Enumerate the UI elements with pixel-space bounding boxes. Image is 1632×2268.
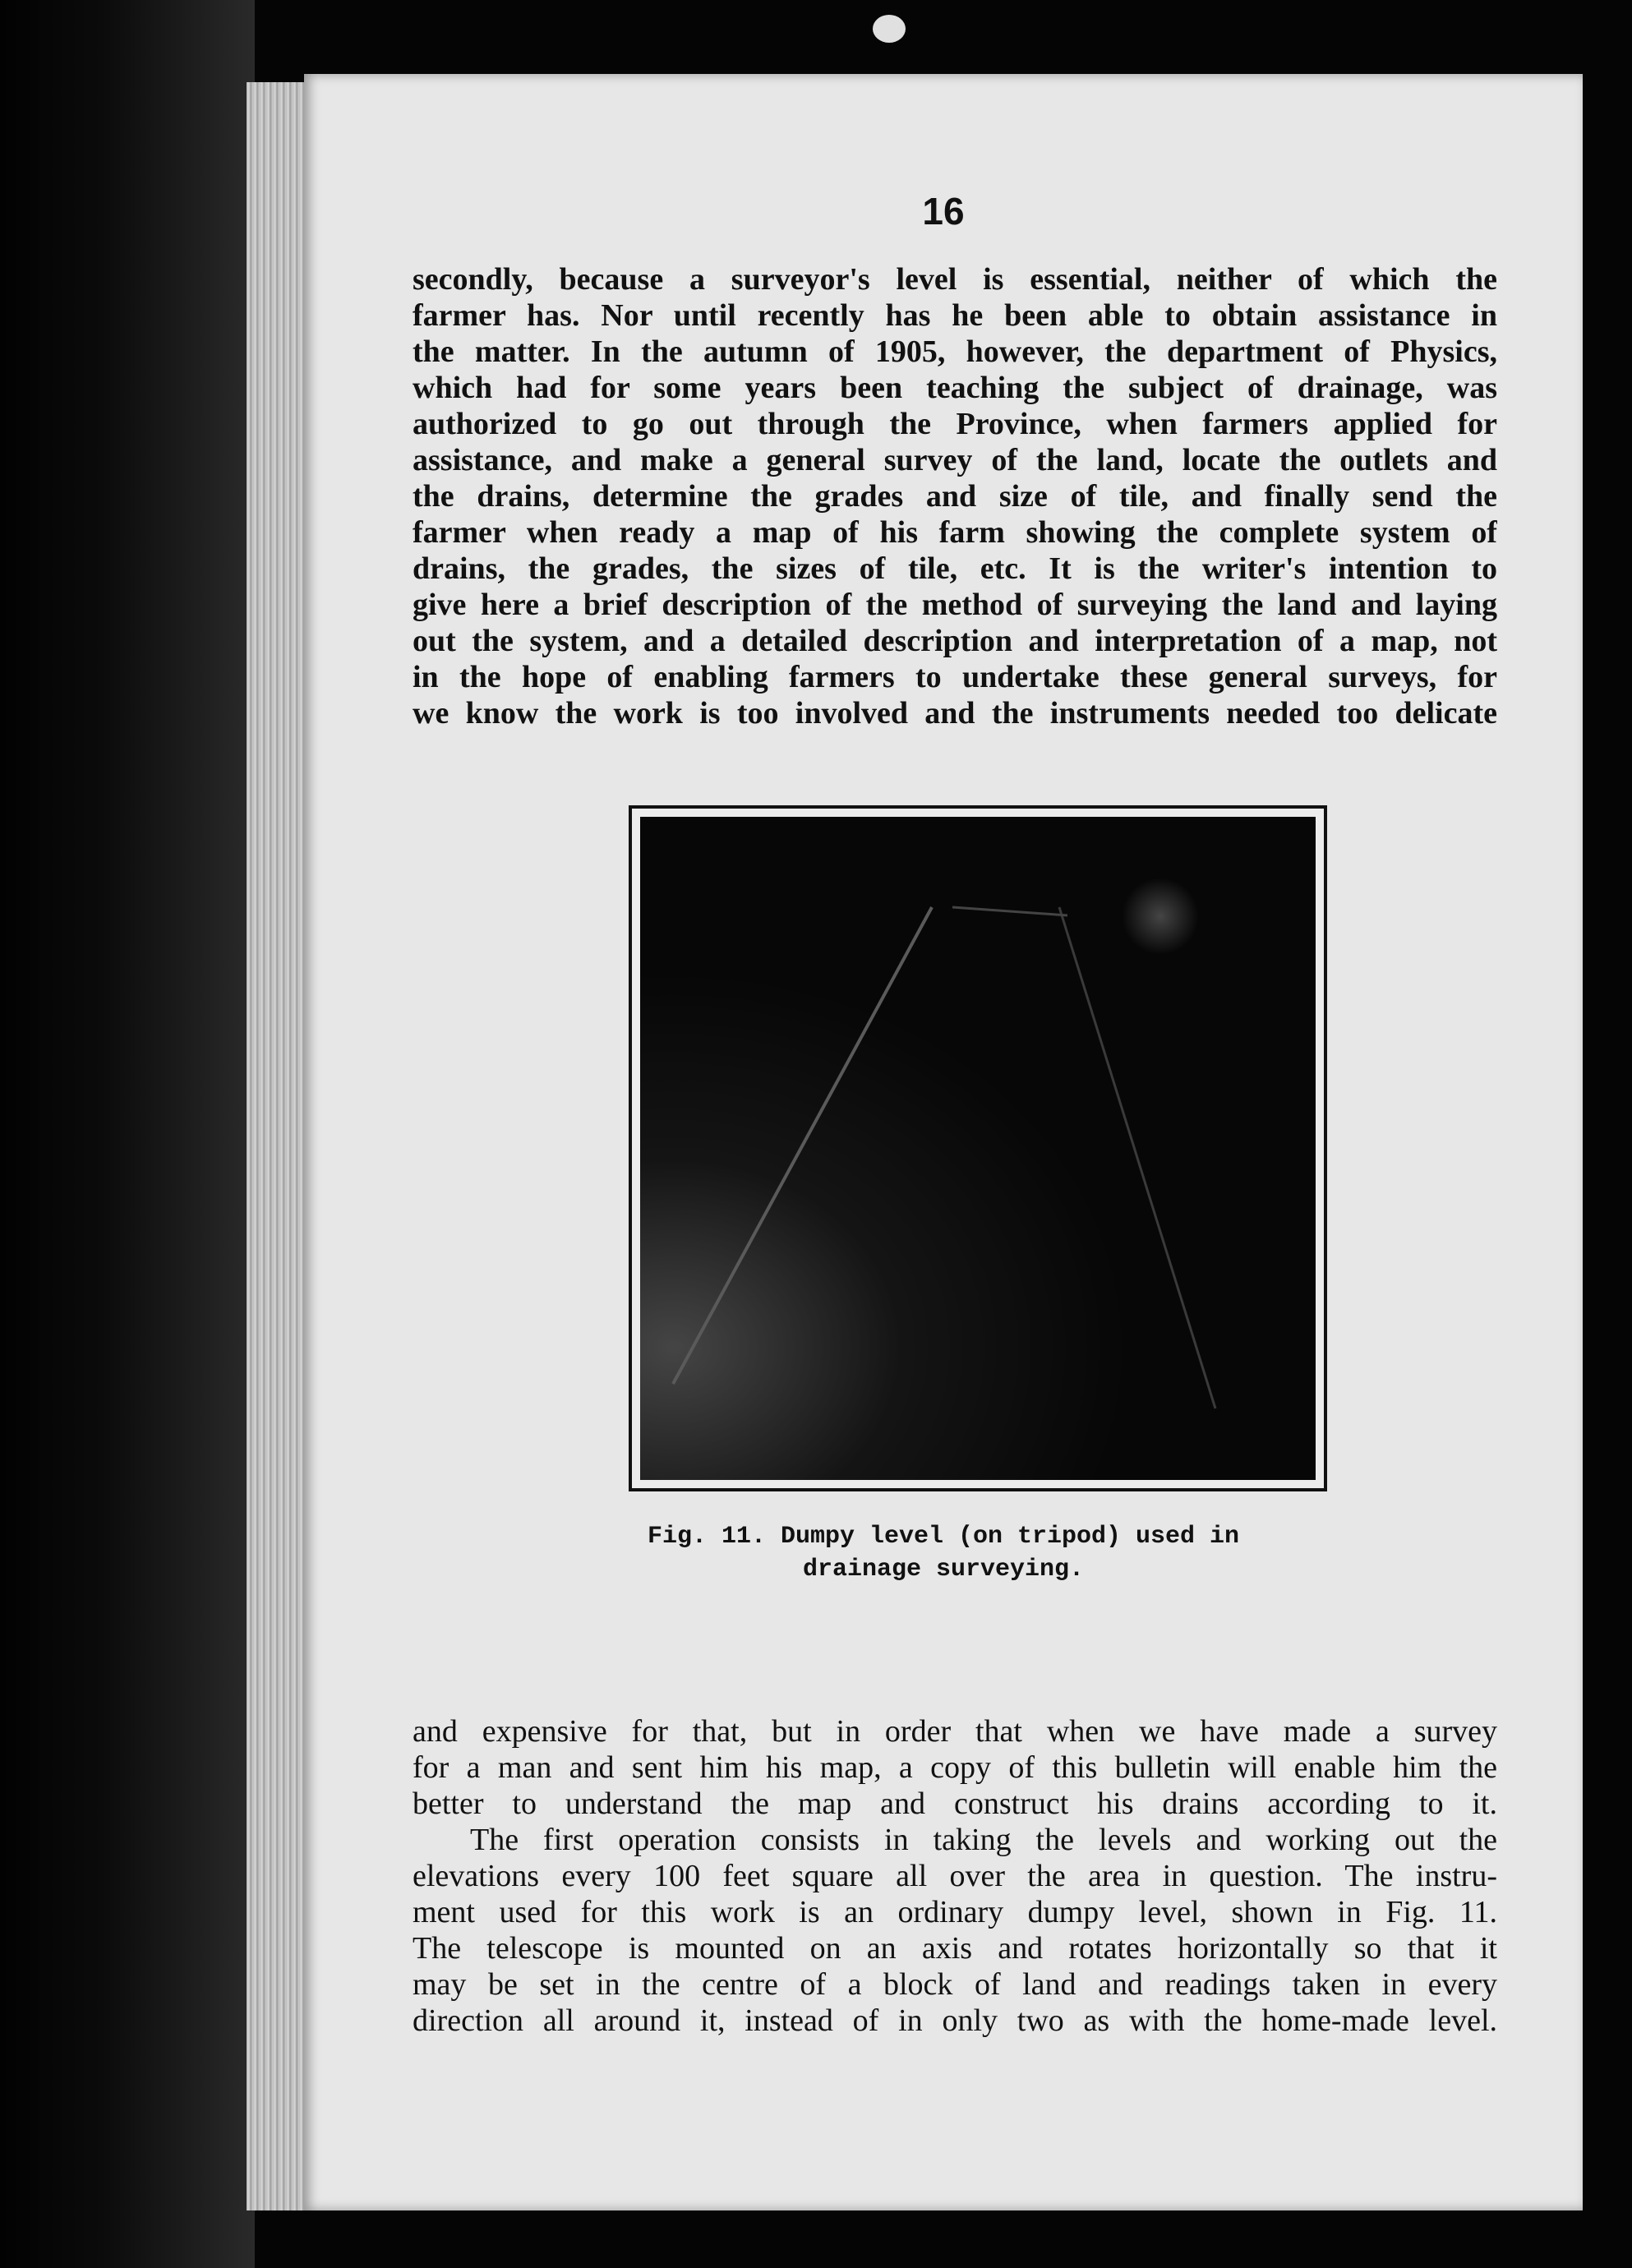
text-line: better to understand the map and construct his drains according to it. — [413, 1786, 1497, 1821]
text-line: give here a brief description of the method of surveying the land and laying — [413, 588, 1497, 622]
text-line: for a man and sent him his map, a copy of this bulletin will enable him the — [413, 1750, 1497, 1785]
tripod-silhouette — [640, 817, 1316, 1480]
page — [304, 74, 1583, 2210]
text-line: out the system, and a detailed description and interpretation of a map, not — [413, 624, 1497, 658]
text-line: direction all around it, instead of in only two as with the home-made level. — [413, 2003, 1497, 2038]
book-spine — [0, 0, 255, 2268]
text-line: farmer when ready a map of his farm showing the complete system of — [413, 515, 1497, 550]
page-number: 16 — [922, 190, 965, 233]
text-line: we know the work is too involved and the instruments needed too delicate — [413, 696, 1497, 731]
text-line: drains, the grades, the sizes of tile, etc. It is the writer's intention to — [413, 551, 1497, 586]
text-line: authorized to go out through the Province, when farmers applied for — [413, 407, 1497, 441]
paragraph-1 — [413, 261, 1497, 731]
text-line: secondly, because a surveyor's level is essential, neither of which the — [413, 262, 1497, 297]
figure-caption — [304, 1520, 1583, 1586]
text-line: in the hope of enabling farmers to undertake these general surveys, for — [413, 660, 1497, 694]
text-line: assistance, and make a general survey of the land, locate the outlets and — [413, 443, 1497, 477]
text-line: The telescope is mounted on an axis and rotates horizontally so that it — [413, 1931, 1497, 1966]
text-line: ment used for this work is an ordinary dumpy level, shown in Fig. 11. — [413, 1895, 1497, 1929]
text-line: the matter. In the autumn of 1905, however, the department of Physics, — [413, 334, 1497, 369]
text-line: may be set in the centre of a block of land and readings taken in every — [413, 1967, 1497, 2002]
paragraph-2 — [413, 1713, 1497, 2039]
text-line: the drains, determine the grades and size of tile, and finally send the — [413, 479, 1497, 514]
text-line: The first operation consists in taking the levels and working out the — [470, 1823, 1497, 1857]
text-line: elevations every 100 feet square all over the area in question. The instru- — [413, 1859, 1497, 1893]
text-line: which had for some years been teaching the subject of drainage, was — [413, 371, 1497, 405]
caption-line: drainage surveying. — [802, 1556, 1085, 1583]
text-line: and expensive for that, but in order that when we have made a survey — [413, 1714, 1497, 1749]
dumpy-level-photo — [640, 817, 1316, 1480]
text-line: farmer has. Nor until recently has he been able to obtain assistance in — [413, 298, 1497, 333]
binding-hole — [873, 15, 906, 43]
figure-11 — [629, 805, 1327, 1491]
page-edges — [247, 82, 312, 2210]
caption-line: Fig. 11. Dumpy level (on tripod) used in — [647, 1523, 1240, 1551]
